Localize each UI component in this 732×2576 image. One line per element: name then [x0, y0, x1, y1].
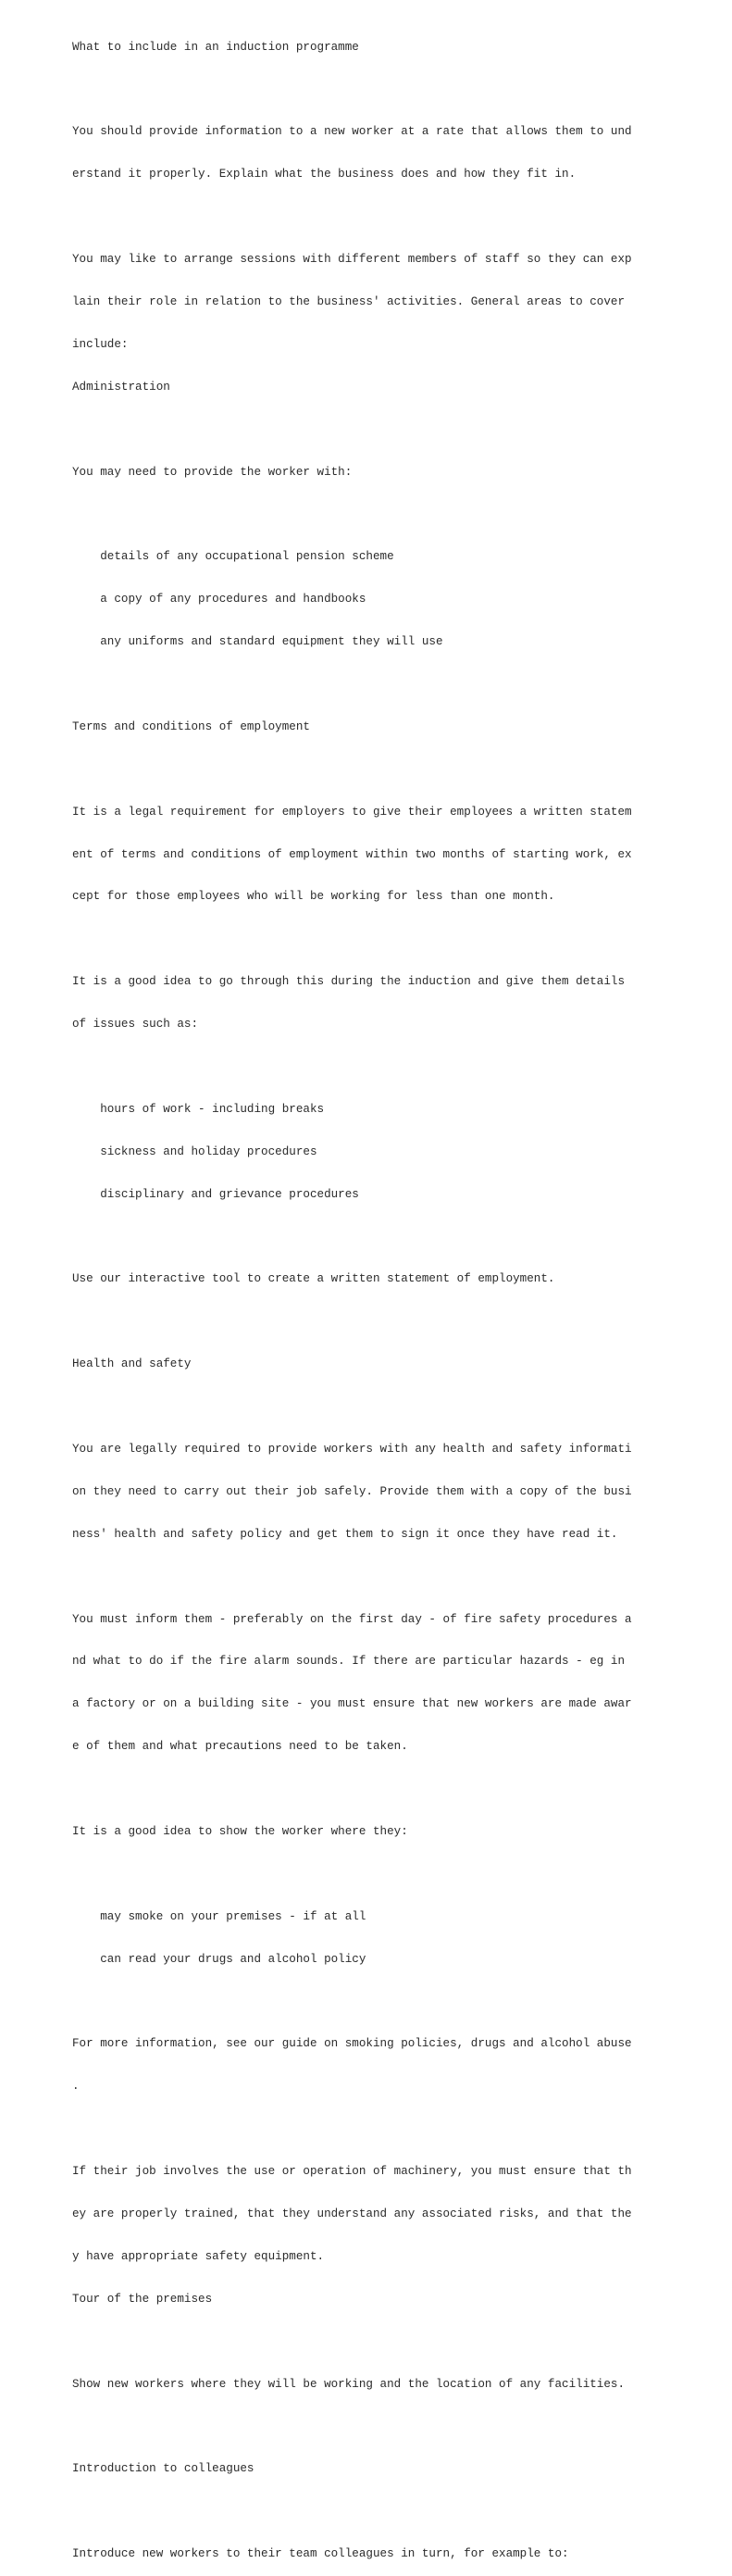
doc-line: lain their role in relation to the business' activities. General areas to cover	[72, 294, 626, 308]
doc-line	[72, 2420, 711, 2433]
doc-line	[72, 1570, 711, 1584]
doc-line	[72, 932, 711, 946]
doc-line	[72, 1868, 711, 1882]
doc-line	[72, 1995, 711, 2009]
doc-line: on they need to carry out their job safely. Provide them with a copy of the busi	[72, 1484, 632, 1498]
doc-line: include:	[72, 337, 129, 351]
doc-line: a factory or on a building site - you must ensure that new workers are made awar	[72, 1697, 632, 1711]
doc-line: Health and safety	[72, 1357, 192, 1371]
doc-line: For more information, see our guide on smoking policies, drugs and alcohol abuse	[72, 2037, 632, 2051]
doc-line	[72, 2335, 711, 2349]
doc-line	[72, 82, 711, 96]
doc-line: .	[72, 2080, 80, 2094]
doc-line	[72, 1231, 711, 1244]
doc-line: What to include in an induction programme	[72, 40, 359, 54]
doc-line: sickness and holiday procedures	[72, 1144, 317, 1158]
doc-line: Use our interactive tool to create a written statement of employment.	[72, 1272, 555, 1286]
doc-line: ey are properly trained, that they understand any associated risks, and that the	[72, 2207, 632, 2221]
doc-line	[72, 1060, 711, 1074]
doc-line: You may like to arrange sessions with different members of staff so they can exp	[72, 253, 632, 267]
doc-line: of issues such as:	[72, 1018, 199, 1032]
doc-line: You may need to provide the worker with:	[72, 465, 353, 479]
doc-line: disciplinary and grievance procedures	[72, 1187, 359, 1201]
doc-line: a copy of any procedures and handbooks	[72, 593, 366, 606]
doc-line: can read your drugs and alcohol policy	[72, 1952, 366, 1966]
doc-line	[72, 1315, 711, 1329]
doc-line: e of them and what precautions need to be taken.	[72, 1740, 408, 1754]
doc-line: Show new workers where they will be working and the location of any facilities.	[72, 2377, 626, 2391]
doc-line: Administration	[72, 380, 170, 394]
doc-line: cept for those employees who will be working for less than one month.	[72, 890, 555, 904]
doc-line: If their job involves the use or operation of machinery, you must ensure that th	[72, 2165, 632, 2179]
doc-line	[72, 210, 711, 224]
doc-line: Introduce new workers to their team colleagues in turn, for example to:	[72, 2547, 569, 2561]
doc-line	[72, 423, 711, 437]
doc-line: It is a good idea to show the worker where they:	[72, 1825, 408, 1838]
doc-line: Tour of the premises	[72, 2292, 213, 2306]
doc-line	[72, 1400, 711, 1414]
doc-line	[72, 763, 711, 777]
doc-line	[72, 2505, 711, 2519]
doc-line: hours of work - including breaks	[72, 1102, 325, 1116]
doc-line: may smoke on your premises - if at all	[72, 1909, 366, 1923]
doc-line: y have appropriate safety equipment.	[72, 2249, 325, 2263]
doc-line: erstand it properly. Explain what the business does and how they fit in.	[72, 168, 577, 181]
doc-line	[72, 2122, 711, 2136]
doc-line	[72, 507, 711, 521]
doc-line: It is a good idea to go through this during the induction and give them details	[72, 975, 626, 989]
doc-line: nd what to do if the fire alarm sounds. If there are particular hazards - eg in	[72, 1655, 626, 1669]
doc-line: It is a legal requirement for employers to give their employees a written statem	[72, 805, 632, 819]
doc-line: ent of terms and conditions of employment within two months of starting work, ex	[72, 847, 632, 861]
doc-line: You should provide information to a new worker at a rate that allows them to und	[72, 125, 632, 139]
doc-line: You must inform them - preferably on the first day - of fire safety procedures a	[72, 1612, 632, 1626]
doc-line: any uniforms and standard equipment they will use	[72, 635, 443, 649]
doc-line: details of any occupational pension scheme	[72, 550, 394, 564]
doc-line: You are legally required to provide workers with any health and safety informati	[72, 1442, 632, 1456]
doc-line: Terms and conditions of employment	[72, 719, 310, 733]
doc-line	[72, 678, 711, 692]
doc-line	[72, 1782, 711, 1796]
document-text	[72, 12, 711, 2576]
doc-line: Introduction to colleagues	[72, 2462, 254, 2476]
doc-line: ness' health and safety policy and get them to sign it once they have read it.	[72, 1527, 618, 1541]
